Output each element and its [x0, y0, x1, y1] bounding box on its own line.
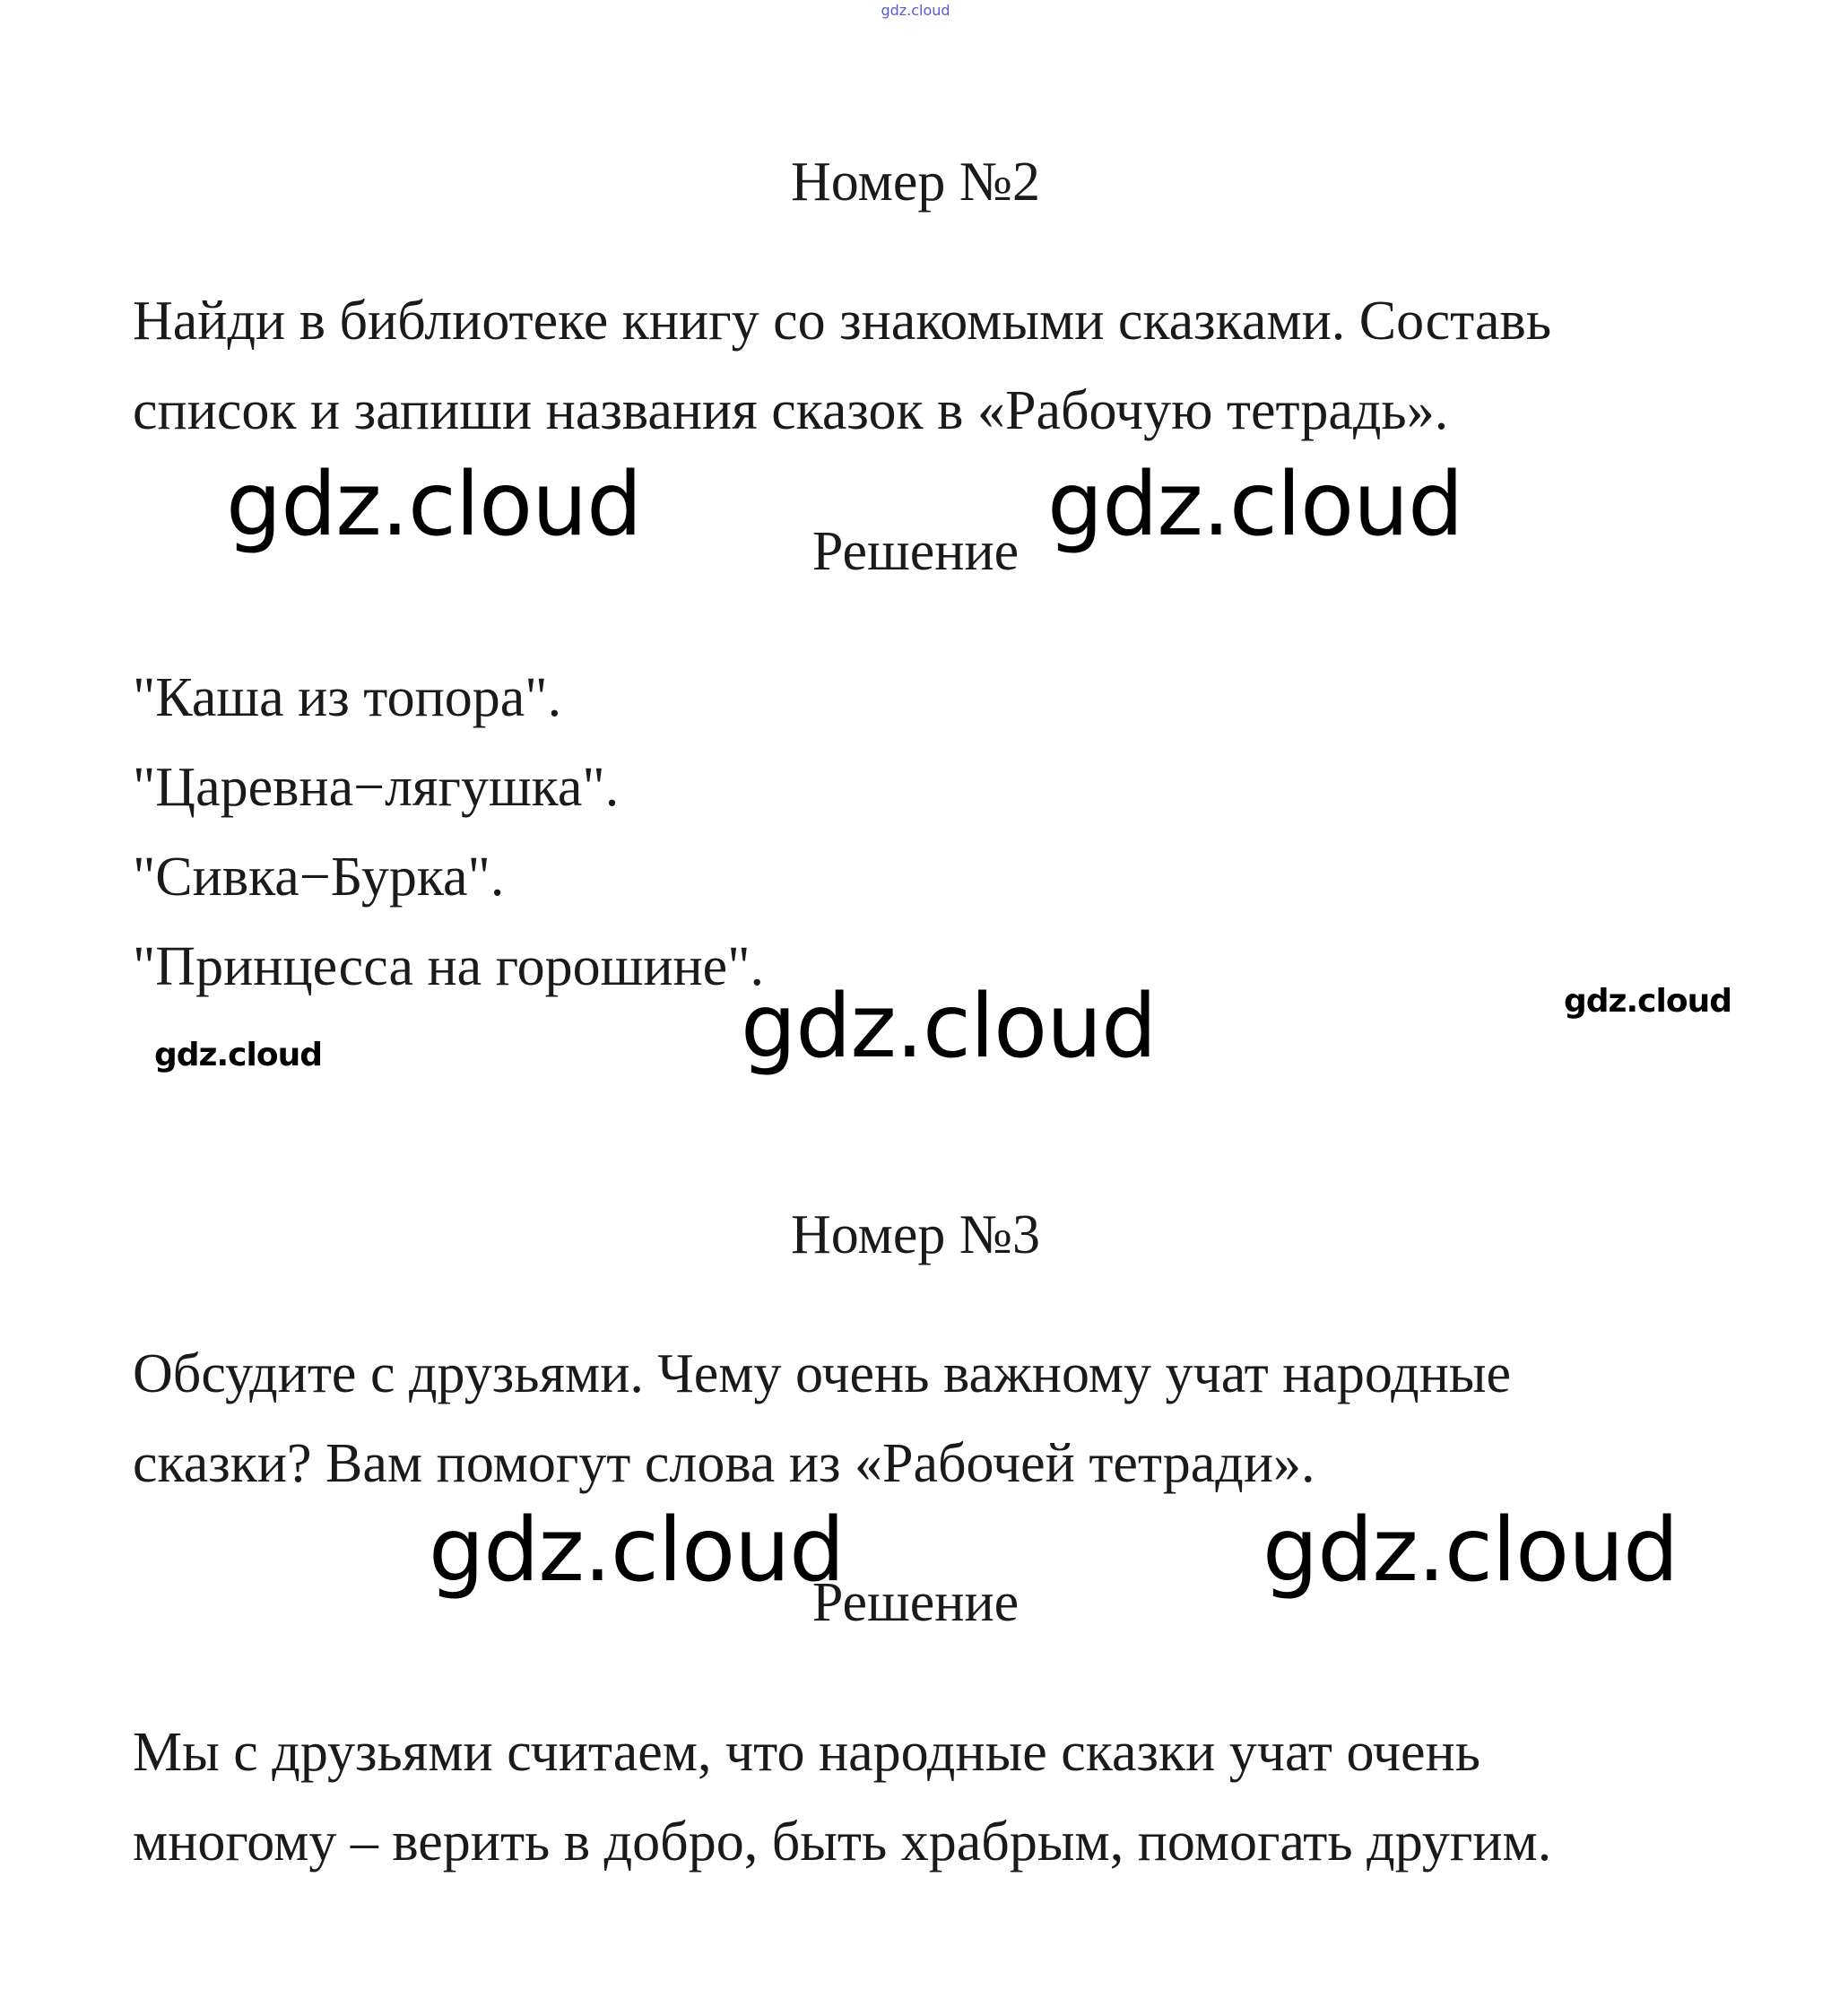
task3-question-line: сказки? Вам помогут слова из «Рабочей тетради».	[133, 1433, 1315, 1494]
task3-answer-line: Мы с друзьями считаем, что народные сказки учат очень	[133, 1722, 1481, 1783]
task3-solution-label: Решение	[811, 1572, 1020, 1633]
task2-solution-label: Решение	[811, 521, 1020, 582]
task3-title: Номер №3	[790, 1204, 1040, 1265]
watermark: gdz.cloud	[1263, 1499, 1679, 1602]
watermark: gdz.cloud	[741, 976, 1157, 1078]
watermark: gdz.cloud	[226, 454, 642, 556]
watermark: gdz.cloud	[154, 1037, 322, 1073]
task3-question	[133, 1329, 1511, 1508]
task2-answer	[133, 653, 764, 1012]
task3-answer-line: многому – верить в добро, быть храбрым, помогать другим.	[133, 1812, 1552, 1873]
task3-answer	[133, 1708, 1551, 1887]
task2-question-line: список и запиши названия сказок в «Рабочую тетрадь».	[133, 380, 1449, 441]
task2-answer-line: "Сивка−Бурка".	[133, 847, 505, 908]
watermark: gdz.cloud	[1047, 454, 1463, 556]
task2-answer-line: "Царевна−лягушка".	[133, 757, 620, 818]
watermark: gdz.cloud	[1564, 983, 1731, 1020]
watermark: gdz.cloud	[429, 1499, 845, 1602]
task2-title: Номер №2	[790, 152, 1040, 213]
watermark-top: gdz.cloud	[881, 2, 950, 19]
task3-question-line: Обсудите с друзьями. Чему очень важному учат народные	[133, 1343, 1512, 1404]
task2-question	[133, 276, 1551, 456]
task2-answer-line: "Каша из топора".	[133, 667, 562, 728]
task2-answer-line: "Принцесса на горошине".	[133, 936, 765, 997]
task2-question-line: Найди в библиотеке книгу со знакомыми сказками. Составь	[133, 291, 1552, 352]
